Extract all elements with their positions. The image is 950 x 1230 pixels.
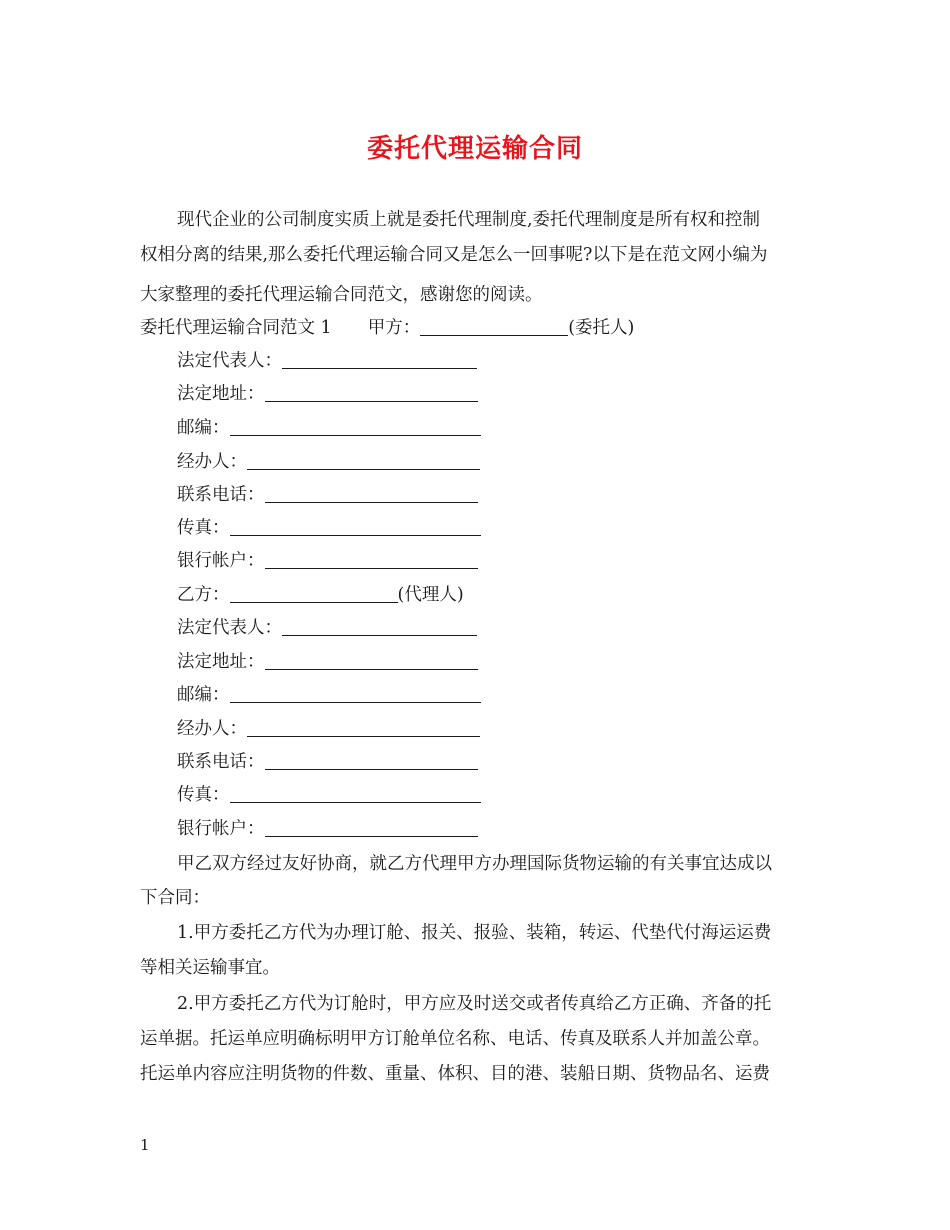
party-b-line [177, 579, 857, 612]
field-blank [282, 617, 477, 636]
field-blank [265, 751, 478, 770]
party-b-field [177, 746, 857, 779]
field-blank [265, 550, 478, 569]
party-b-label: 乙方： [177, 585, 230, 605]
clause-1-line-2: 等相关运输事宜。 [140, 958, 280, 978]
field-label: 银行帐户： [177, 551, 265, 571]
party-b-field [177, 612, 857, 645]
field-blank [230, 517, 481, 536]
intro-line-1: 现代企业的公司制度实质上就是委托代理制度,委托代理制度是所有权和控制 [177, 210, 761, 230]
field-blank [265, 818, 478, 837]
page-number: 1 [140, 1136, 150, 1154]
field-blank [230, 784, 481, 803]
party-b-field [177, 679, 857, 712]
field-label: 邮编： [177, 685, 230, 705]
party-a-label: 甲方： [367, 318, 421, 338]
clause-2-line-1: 2.甲方委托乙方代为订舱时，甲方应及时送交或者传真给乙方正确、齐备的托 [177, 994, 772, 1014]
clause-2-line-2: 运单据。托运单应明确标明甲方订舱单位名称、电话、传真及联系人并加盖公章。 [140, 1029, 770, 1049]
party-b-field [177, 813, 857, 846]
document-title: 委托代理运输合同 [366, 134, 583, 164]
field-label: 联系电话： [177, 485, 265, 505]
field-blank [265, 484, 478, 503]
sample-heading: 委托代理运输合同范文 1 [140, 318, 332, 338]
party-b-field [177, 713, 857, 746]
party-a-blank [420, 317, 568, 336]
field-label: 法定地址： [177, 652, 265, 672]
party-a-field [177, 512, 857, 545]
party-a-field [177, 545, 857, 578]
clause-1-line-1: 1.甲方委托乙方代为办理订舱、报关、报验、装箱，转运、代垫代付海运运费 [177, 923, 772, 943]
field-label: 联系电话： [177, 752, 265, 772]
party-b-field [177, 779, 857, 812]
field-label: 邮编： [177, 418, 230, 438]
field-label: 银行帐户： [177, 819, 265, 839]
field-blank [265, 383, 478, 402]
party-a-field [177, 446, 857, 479]
agreement-line-1: 甲乙双方经过友好协商，就乙方代理甲方办理国际货物运输的有关事宜达成以 [177, 854, 772, 874]
clause-2-line-3: 托运单内容应注明货物的件数、重量、体积、目的港、装船日期、货物品名、运费 [140, 1064, 770, 1084]
party-b-role: (代理人) [397, 585, 464, 605]
field-label: 经办人： [177, 452, 247, 472]
field-blank [247, 451, 480, 470]
party-b-field [177, 646, 857, 679]
field-blank [230, 417, 481, 436]
party-a-field [177, 412, 857, 445]
party-a-role: (委托人) [568, 318, 635, 338]
field-blank [230, 684, 481, 703]
party-a-field [177, 479, 857, 512]
party-a-field [177, 378, 857, 411]
intro-line-3: 大家整理的委托代理运输合同范文，感谢您的阅读。 [140, 285, 543, 305]
intro-line-2: 权相分离的结果,那么委托代理运输合同又是怎么一回事呢?以下是在范文网小编为 [140, 245, 768, 265]
party-b-blank [230, 584, 398, 603]
field-blank [265, 651, 478, 670]
field-label: 法定代表人： [177, 351, 282, 371]
field-label: 法定地址： [177, 384, 265, 404]
agreement-line-2: 下合同： [140, 888, 210, 908]
field-blank [282, 350, 477, 369]
field-blank [247, 718, 480, 737]
party-a-field [177, 345, 857, 378]
field-label: 经办人： [177, 719, 247, 739]
field-label: 传真： [177, 785, 230, 805]
field-label: 传真： [177, 518, 230, 538]
party-a-line [140, 312, 820, 345]
field-label: 法定代表人： [177, 618, 282, 638]
